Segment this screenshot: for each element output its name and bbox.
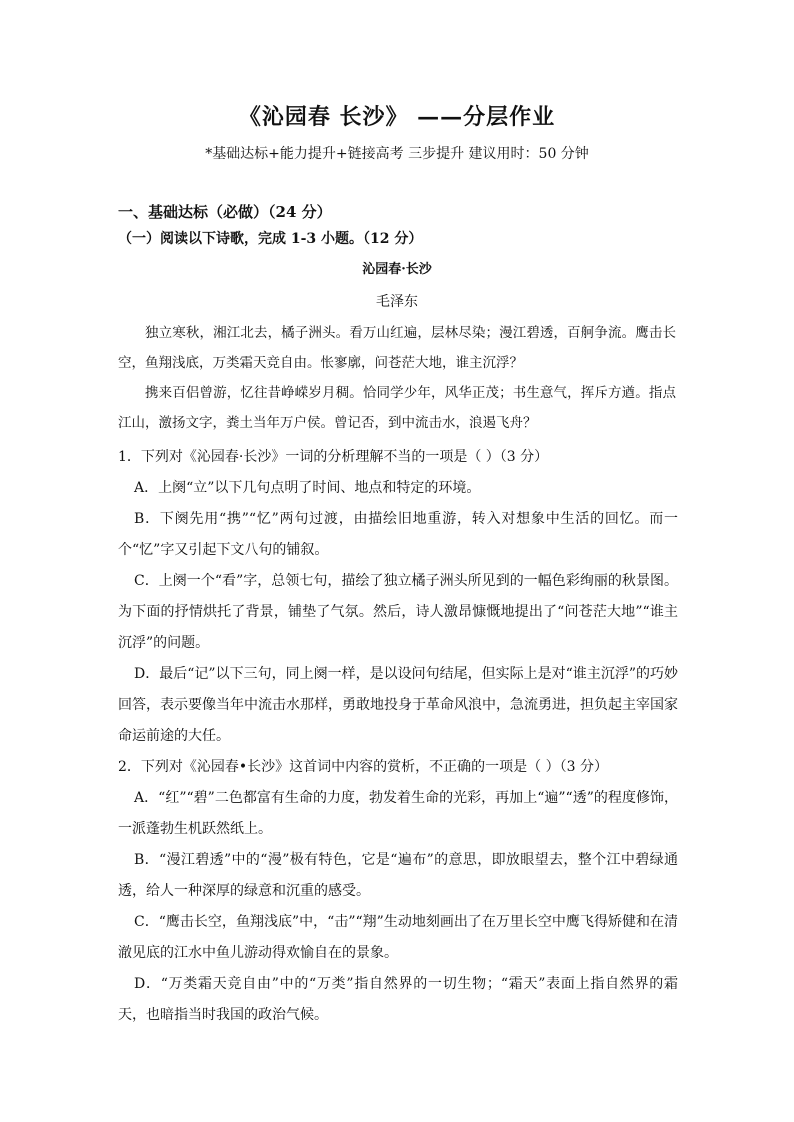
poem-author: 毛泽东 [376,294,418,310]
section-subheading: （一）阅读以下诗歌，完成 1-3 小题。（12 分） [118,231,423,247]
question-1-option-d: D．最后“记”以下三句，同上阕一样，是以设问句结尾，但实际上是对“谁主沉浮”的巧妙回答，表示要像当年中流击水那样，勇敢地投身于革命风浪中，急流勇进，担负起主宰国家命运前途的大任。 [118,666,678,744]
poem-body [118,318,676,438]
question-2-option-d: D．“万类霜天竞自由”中的“万类”指自然界的一切生物；“霜天”表面上指自然界的霜天，也暗指当时我国的政治气候。 [118,976,678,1023]
question-2-option-c: C．“鹰击长空，鱼翔浅底”中，“击”“翔”生动地刻画出了在万里长空中鹰飞得矫健和在清澈见底的江水中鱼儿游动得欢愉自在的景象。 [118,914,678,961]
section-heading: 一、基础达标（必做）（24 分） [118,203,332,221]
question-1-option-a: A．上阕“立”以下几句点明了时间、地点和特定的环境。 [134,480,481,496]
page-subtitle: *基础达标+能力提升+链接高考 三步提升 建议用时：50 分钟 [205,146,589,162]
question-1-option-b: B．下阕先用“携”“忆”两句过渡，由描绘旧地重游，转入对想象中生活的回忆。而一个“忆”字又引起下文八句的铺叙。 [118,511,678,558]
poem-title: 沁园春·长沙 [362,262,432,277]
question-list [118,442,678,1031]
question-2-option-b: B．“漫江碧透”中的“漫”极有特色，它是“遍布”的意思，即放眼望去，整个江中碧绿通透，给人一种深厚的绿意和沉重的感受。 [118,852,678,899]
question-1-stem: 1．下列对《沁园春·长沙》一词的分析理解不当的一项是（ ）（3 分） [118,449,549,465]
question-2-stem: 2．下列对《沁园春•长沙》这首词中内容的赏析，不正确的一项是（ ）（3 分） [118,759,608,775]
page-title: 《沁园春 长沙》 ——分层作业 [238,104,556,130]
question-1-option-c: C．上阕一个“看”字，总领七句，描绘了独立橘子洲头所见到的一幅色彩绚丽的秋景图。为下面的抒情烘托了背景，铺垫了气氛。然后，诗人激昂慷慨地提出了“问苍茫大地”“谁主沉浮”的问题。 [118,573,678,651]
poem-stanza-1: 独立寒秋，湘江北去，橘子洲头。看万山红遍，层林尽染；漫江碧透，百舸争流。鹰击长空，鱼翔浅底，万类霜天竞自由。怅寥廓，问苍茫大地，谁主沉浮？ [118,325,676,371]
question-2-option-a: A．“红”“碧”二色都富有生命的力度，勃发着生命的光彩，再加上“遍”“透”的程度修饰，一派蓬勃生机跃然纸上。 [118,790,678,837]
poem-stanza-2: 携来百侣曾游，忆往昔峥嵘岁月稠。恰同学少年，风华正茂；书生意气，挥斥方遒。指点江山，激扬文字，粪土当年万户侯。曾记否，到中流击水，浪遏飞舟？ [118,385,676,431]
